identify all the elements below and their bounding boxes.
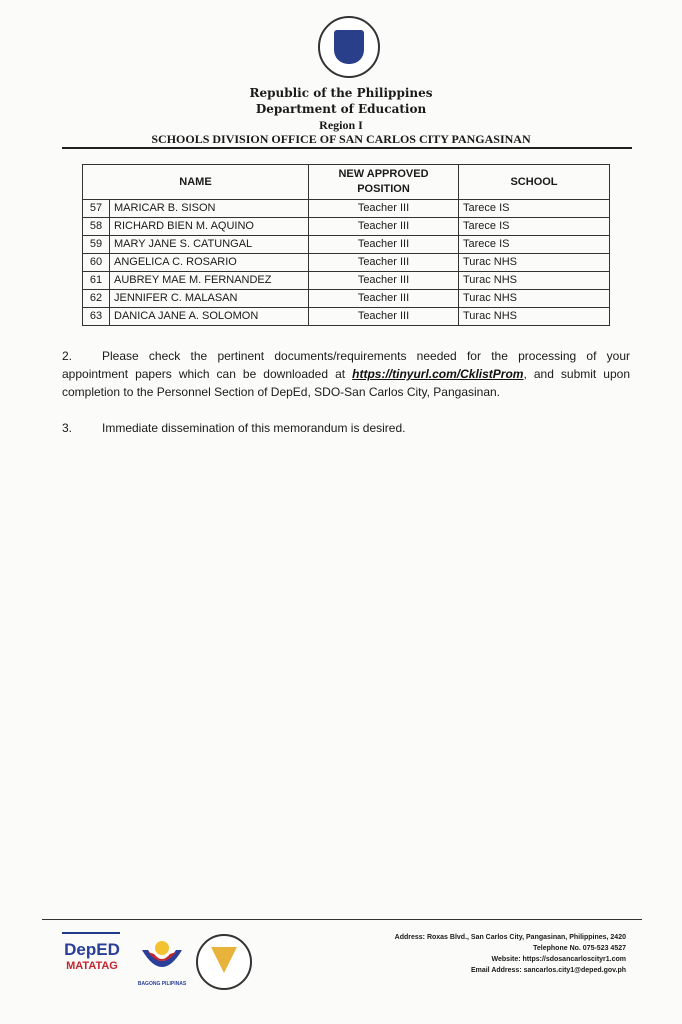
row-number: 59 [83,236,110,254]
header-divider [62,147,632,149]
row-school: Turac NHS [459,254,610,272]
letterhead-department: Department of Education [255,102,427,116]
deped-seal-logo [318,16,380,78]
row-name: ANGELICA C. ROSARIO [110,254,309,272]
row-school: Tarece IS [459,200,610,218]
row-position: Teacher III [309,290,459,308]
row-number: 57 [83,200,110,218]
checklist-link[interactable]: https://tinyurl.com/CklistProm [352,367,524,381]
paragraph-2 [62,347,630,401]
footer-website[interactable]: Website: https://sdosancarloscityr1.com [491,956,626,963]
row-number: 63 [83,308,110,326]
logo-deped-text: DepED [64,940,120,959]
row-position: Teacher III [309,200,459,218]
paragraph-2-text: Please check the pertinent documents/requirements needed for the processing of your appointment papers which can be downloaded at [62,349,630,381]
row-name: DANICA JANE A. SOLOMON [110,308,309,326]
logo-matatag-text: MATATAG [66,960,118,972]
paragraph-2-text-end: , and submit upon completion to the Personnel Section of DepEd, SDO-San Carlos City, Pangasinan. [62,367,630,399]
table-row [83,218,610,236]
table-row [83,308,610,326]
personnel-table [82,164,610,326]
paragraph-3-number: 3. [62,421,73,435]
footer-address: Address: Roxas Blvd., San Carlos City, Pangasinan, Philippines, 2420 [394,934,626,941]
row-school: Turac NHS [459,308,610,326]
logo-bagong-pilipinas-text: BAGONG PILIPINAS [137,981,187,987]
row-name: AUBREY MAE M. FERNANDEZ [110,272,309,290]
header-school: SCHOOL [459,165,610,200]
table-row [83,236,610,254]
letterhead-region: Region I [319,118,363,132]
deped-matatag-logo [62,932,122,988]
footer-telephone: Telephone No. 075-523 4527 [533,945,626,952]
table-row [83,290,610,308]
row-number: 62 [83,290,110,308]
row-school: Tarece IS [459,218,610,236]
footer-email[interactable]: Email Address: sancarlos.city1@deped.gov.ph [470,967,626,974]
row-name: MARICAR B. SISON [110,200,309,218]
header-name: NAME [83,165,309,200]
row-name: RICHARD BIEN M. AQUINO [110,218,309,236]
table-header-row [83,165,610,200]
footer-divider [42,919,642,920]
row-position: Teacher III [309,272,459,290]
bagong-pilipinas-logo [136,934,188,987]
row-school: Tarece IS [459,236,610,254]
row-name: JENNIFER C. MALASAN [110,290,309,308]
row-school: Turac NHS [459,272,610,290]
row-number: 61 [83,272,110,290]
row-position: Teacher III [309,254,459,272]
footer-contact [395,932,626,976]
table-row [83,200,610,218]
paragraph-3-text: Immediate dissemination of this memorandum is desired. [102,421,406,435]
paragraph-3 [62,419,630,437]
row-position: Teacher III [309,218,459,236]
row-number: 58 [83,218,110,236]
row-number: 60 [83,254,110,272]
sdo-seal-logo [196,934,252,990]
header-position: NEW APPROVED POSITION [309,165,459,200]
row-position: Teacher III [309,236,459,254]
letterhead-republic: Republic of the Philippines [249,86,433,100]
paragraph-2-number: 2. [62,349,73,363]
row-school: Turac NHS [459,290,610,308]
row-name: MARY JANE S. CATUNGAL [110,236,309,254]
table-row [83,254,610,272]
row-position: Teacher III [309,308,459,326]
table-row [83,272,610,290]
letterhead-division: SCHOOLS DIVISION OFFICE OF SAN CARLOS CITY PANGASINAN [151,132,531,146]
